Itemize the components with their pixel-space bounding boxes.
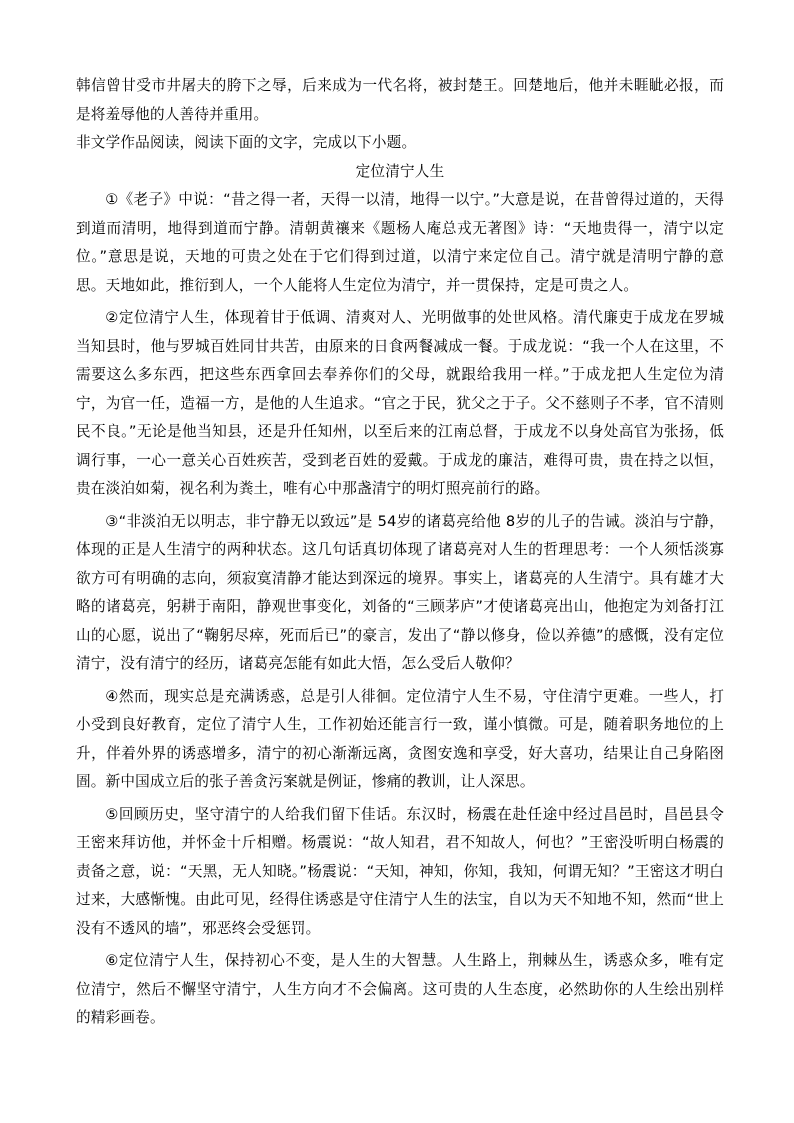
article-title: 定位清宁人生 [355, 162, 445, 180]
article-paragraph-4: ④然而，现实总是充满诱惑，总是引人徘徊。定位清宁人生不易，守住清宁更难。一些人，打小受到良好教育，定位了清宁人生，工作初始还能言行一致，谨小慎微。可是，随着职务地位的上升，伴着外界的诱惑增多，清宁的初心渐渐远离，贪图安逸和享受，好大喜功，结果让自己身陷囹圄。新中国成立后的张子善贪污案就是例证，惨痛的教训，让人深思。 [76, 687, 724, 790]
article-paragraph-5: ⑤回顾历史，坚守清宁的人给我们留下佳话。东汉时，杨震在赴任途中经过昌邑时，昌邑县令王密来拜访他，并怀金十斤相赠。杨震说：“故人知君，君不知故人，何也？”王密没听明白杨震的责备之意，说：“天黑，无人知晓。”杨震说：“天知，神知，你知，我知，何谓无知？”王密这才明白过来，大感惭愧。由此可见，经得住诱惑是守住清宁人生的法宝，自以为天不知地不知，然而“世上没有不透风的墙”，邪恶终会受惩罚。 [76, 805, 724, 937]
article-paragraph-6: ⑥定位清宁人生，保持初心不变，是人生的大智慧。人生路上，荆棘丛生，诱惑众多，唯有定位清宁，然后不懈坚守清宁，人生方向才不会偏离。这可贵的人生态度，必然助你的人生绘出别样的精彩画卷。 [76, 952, 724, 1026]
document-page [76, 72, 724, 1033]
intro-paragraph: 韩信曾甘受市井屠夫的胯下之辱，后来成为一代名将，被封楚王。回楚地后，他并未睚眦必报，而是将羞辱他的人善待并重用。 [76, 77, 724, 123]
article-paragraph-3: ③“非淡泊无以明志，非宁静无以致远”是 54岁的诸葛亮给他 8岁的儿子的告诫。淡泊与宁静，体现的正是人生清宁的两种状态。这几句话真切体现了诸葛亮对人生的哲理思考：一个人须恬淡寡欲方可有明确的志向，须寂寞清静才能达到深远的境界。事实上，诸葛亮的人生清宁。具有雄才大略的诸葛亮，躬耕于南阳，静观世事变化，刘备的“三顾茅庐”才使诸葛亮出山，他抱定为刘备打江山的心愿，说出了“鞠躬尽瘁，死而后已”的豪言，发出了“静以修身，俭以养德”的感慨，没有定位清宁，没有清宁的经历，诸葛亮怎能有如此大悟，怎么受后人敬仰？ [76, 512, 724, 672]
reading-instruction: 非文学作品阅读，阅读下面的文字，完成以下小题。 [76, 134, 417, 151]
article-paragraph-2: ②定位清宁人生，体现着甘于低调、清爽对人、光明做事的处世风格。清代廉吏于成龙在罗城当知县时，他与罗城百姓同甘共苦，由原来的日食两餐减成一餐。于成龙说：“我一个人在这里，不需要这么多东西，把这些东西拿回去奉养你们的父母，就跟给我用一样。”于成龙把人生定位为清宁，为官一任，造福一方，是他的人生追求。“官之于民，犹父之于子。父不慈则子不孝，官不清则民不良。”无论是他当知县，还是升任知州，以至后来的江南总督，于成龙不以身处高官为张扬，低调行事，一心一意关心百姓疾苦，受到老百姓的爱戴。于成龙的廉洁，难得可贵，贵在持之以恒，贵在淡泊如菊，视名利为粪土，唯有心中那盏清宁的明灯照亮前行的路。 [76, 309, 724, 497]
article-paragraph-1: ①《老子》中说：“昔之得一者，天得一以清，地得一以宁。”大意是说，在昔曾得过道的，天得到道而清明，地得到道而宁静。清朝黄禳来《题杨人庵总戎无著图》诗：“天地贵得一，清宁以定位。”意思是说，天地的可贵之处在于它们得到过道，以清宁来定位自己。清宁就是清明宁静的意思。天地如此，推衍到人，一个人能将人生定位为清宁，并一贯保持，定是可贵之人。 [76, 191, 724, 294]
